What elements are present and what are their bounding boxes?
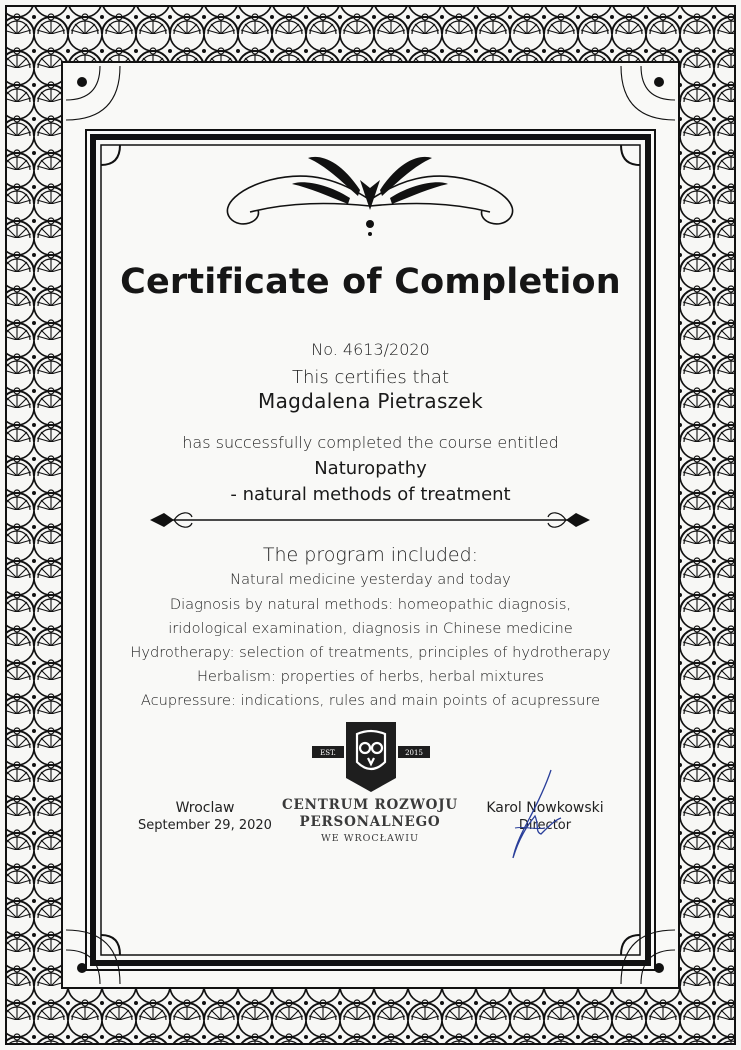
certificate-title: Certificate of Completion	[120, 262, 621, 302]
completed-text: has successfully completed the course entitled	[182, 433, 559, 452]
program-item: Natural medicine yesterday and today	[230, 571, 511, 588]
issue-date: September 29, 2020	[138, 818, 272, 833]
director-name: Karol Nowkowski	[486, 800, 604, 816]
program-item: Acupressure: indications, rules and main points of acupressure	[140, 692, 601, 709]
program-item: Hydrotherapy: selection of treatments, principles of hydrotherapy	[130, 644, 611, 661]
program-heading: The program included:	[262, 544, 479, 566]
course-title-line2: - natural methods of treatment	[230, 484, 511, 505]
program-item: iridological examination, diagnosis in Chinese medicine	[168, 620, 573, 637]
handwritten-signature	[505, 768, 575, 863]
organization-logo	[312, 718, 430, 796]
city: Wroclaw	[175, 800, 235, 816]
organization-name-line2: PERSONALNEGO	[299, 814, 441, 830]
organization-name-line1: CENTRUM ROZWOJU	[282, 797, 458, 813]
director-role: Director	[518, 818, 572, 833]
program-item: Herbalism: properties of herbs, herbal mixtures	[196, 668, 545, 685]
recipient-name: Magdalena Pietraszek	[258, 389, 483, 413]
certificate-number: No. 4613/2020	[311, 340, 430, 359]
logo-est-label: EST.	[320, 749, 336, 757]
program-item: Diagnosis by natural methods: homeopathic diagnosis,	[169, 596, 572, 613]
logo-year-label: 2015	[405, 749, 423, 757]
top-flourish-ornament	[200, 140, 540, 240]
course-title-line1: Naturopathy	[314, 458, 427, 479]
organization-name-line3: WE WROCŁAWIU	[320, 833, 420, 844]
certifies-text: This certifies that	[292, 367, 449, 388]
ornamental-divider	[150, 507, 590, 533]
